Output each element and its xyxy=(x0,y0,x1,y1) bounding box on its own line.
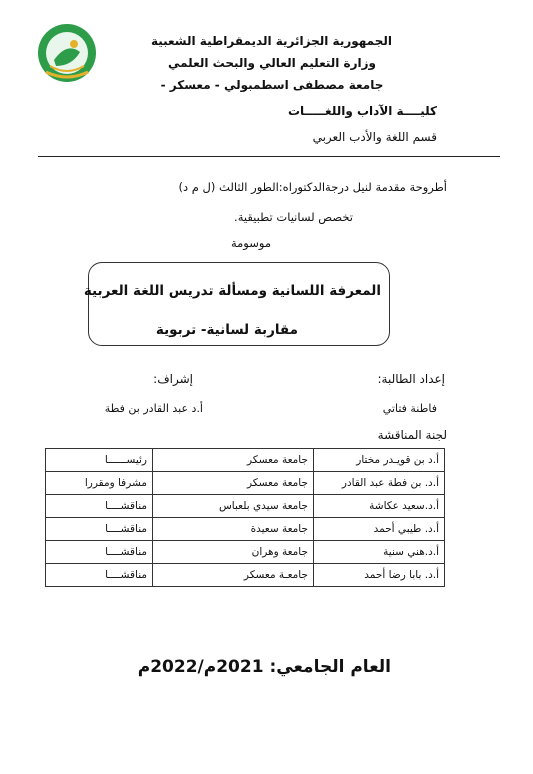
thesis-subtitle: مقاربة لسانية- تربوية xyxy=(155,322,298,338)
member-university: جامعة سيدي بلعباس xyxy=(153,495,314,518)
member-role: مناقشــــا xyxy=(46,518,153,541)
member-university: جامعة سعيدة xyxy=(153,518,314,541)
university-name: جامعة مصطفى اسطمبولي - معسكر - xyxy=(160,78,384,92)
academic-year: العام الجامعي: 2021م/2022م xyxy=(137,657,391,677)
supervision-label: إشراف: xyxy=(153,372,193,386)
country-name: الجمهورية الجزائرية الديمقراطية الشعبية xyxy=(150,34,392,48)
table-row xyxy=(46,449,445,472)
prepared-label: إعداد الطالبة: xyxy=(377,372,445,386)
committee-table-body xyxy=(46,449,445,587)
faculty-name: كليــــة الآداب واللغـــــات xyxy=(287,104,437,118)
header-divider xyxy=(38,156,500,157)
member-name: أ.د. طيبي أحمد xyxy=(314,518,445,541)
supervisor-name: أ.د عبد القادر بن فطة xyxy=(104,402,203,415)
department-name: قسم اللغة والأدب العربي xyxy=(312,130,437,144)
ministry-name: وزارة التعليم العالي والبحث العلمي xyxy=(167,56,377,70)
member-name: أ.د. بابا رضا أحمد xyxy=(314,564,445,587)
table-row xyxy=(46,472,445,495)
table-row xyxy=(46,541,445,564)
table-row xyxy=(46,564,445,587)
committee-label: لجنة المناقشة xyxy=(377,428,447,442)
thesis-title: المعرفة اللسانية ومسألة تدريس اللغة العربية xyxy=(83,283,381,299)
table-row xyxy=(46,495,445,518)
member-role: مناقشــــا xyxy=(46,495,153,518)
member-role: مناقشــــا xyxy=(46,541,153,564)
degree-line: أطروحة مقدمة لنيل درجةالدكتوراه:الطور الثالث (ل م د) xyxy=(178,180,447,194)
student-name: فاطنة فتاتي xyxy=(382,402,437,415)
specialty-line: تخصص لسانيات تطبيقية. xyxy=(234,210,353,224)
member-university: جامعة وهران xyxy=(153,541,314,564)
table-row xyxy=(46,518,445,541)
member-name: أ.د. بن فطة عبد القادر xyxy=(314,472,445,495)
committee-table xyxy=(45,448,445,587)
member-university: جامعة معسكر xyxy=(153,449,314,472)
member-name: أ.د.سعيد عكاشة xyxy=(314,495,445,518)
member-name: أ.د بن قويـدر مختار xyxy=(314,449,445,472)
member-name: أ.د.هني سنية xyxy=(314,541,445,564)
university-logo-icon xyxy=(36,22,98,84)
member-university: جامعة معسكر xyxy=(153,472,314,495)
member-role: مشرفا ومقررا xyxy=(46,472,153,495)
member-role: مناقشــــا xyxy=(46,564,153,587)
member-role: رئيســــــا xyxy=(46,449,153,472)
titled-label: موسومة xyxy=(230,236,271,250)
member-university: جامعـة معسكر xyxy=(153,564,314,587)
